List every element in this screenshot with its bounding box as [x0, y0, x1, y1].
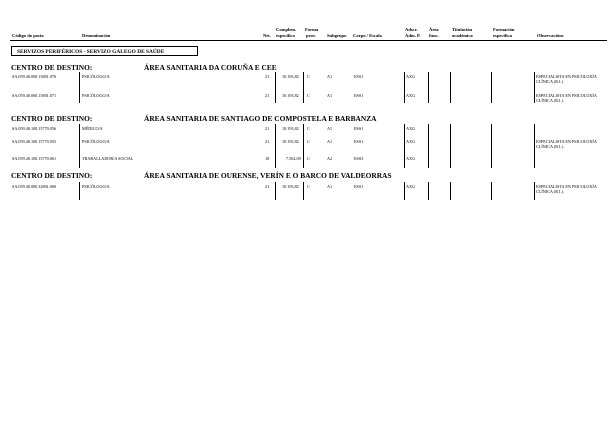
- cell-codigo: SA.059.40.000.32801.060: [12, 184, 57, 189]
- cell-forma: C: [307, 184, 310, 189]
- cell-niv: 21: [265, 184, 270, 189]
- cell-forma: C: [307, 93, 310, 98]
- cell-niv: 21: [265, 93, 270, 98]
- cell-niv: 21: [265, 126, 270, 131]
- cell-forma: C: [307, 74, 310, 79]
- header-observacions: Observacións: [537, 33, 564, 38]
- cell-complem: 10.193,82: [282, 139, 299, 144]
- cell-subgrupo: A1: [327, 74, 333, 79]
- column-separator: [428, 124, 429, 168]
- cell-adscr: AXG: [406, 156, 416, 161]
- centre-label: CENTRO DE DESTINO:: [11, 63, 93, 72]
- header-niv: Nív.: [263, 33, 271, 38]
- column-separator: [303, 72, 304, 103]
- cell-adscr: AXG: [406, 184, 416, 189]
- centre-heading: [11, 171, 392, 180]
- column-separator: [428, 182, 429, 200]
- cell-adscr: AXG: [406, 139, 416, 144]
- cell-niv: 21: [265, 74, 270, 79]
- column-separator: [303, 124, 304, 168]
- column-separator: [275, 182, 276, 200]
- header-denominacion: Denominación: [82, 33, 111, 38]
- column-separator: [404, 72, 405, 103]
- header-adscr: Adscr.: [405, 27, 418, 32]
- centre-area: ÁREA SANITARIA DA CORUÑA E CEE: [144, 63, 277, 72]
- cell-subgrupo: A1: [327, 139, 333, 144]
- header-subgrupo: Subgrupo: [327, 33, 347, 38]
- column-separator: [79, 72, 80, 103]
- cell-denominacion: PSICÓLOGO/A: [82, 93, 110, 98]
- column-separator: [534, 182, 535, 200]
- column-separator: [303, 182, 304, 200]
- section-title-box: [11, 46, 198, 56]
- header-codigo: Código do posto: [12, 33, 44, 38]
- header-corpo: Corpo / Escala: [353, 33, 382, 38]
- header-especifico: específico: [276, 33, 295, 38]
- header-divider: [10, 40, 607, 41]
- cell-observacions: ESPECIALISTA EN PSICOLOXÍA CLÍNICA (R.I.).: [536, 93, 597, 103]
- column-separator: [404, 124, 405, 168]
- header-prov: prov.: [306, 33, 316, 38]
- column-separator: [275, 124, 276, 168]
- header-academica: académica: [452, 33, 473, 38]
- centre-label: CENTRO DE DESTINO:: [11, 171, 93, 180]
- header-formacion: Formación: [493, 27, 515, 32]
- header-forma: Forma: [305, 27, 319, 32]
- column-separator: [79, 182, 80, 200]
- column-separator: [491, 124, 492, 168]
- cell-denominacion: MÉDICO/A: [82, 126, 103, 131]
- cell-corpo: ESS1: [354, 93, 364, 98]
- cell-forma: C: [307, 139, 310, 144]
- cell-corpo: ESS1: [354, 126, 364, 131]
- centre-heading: [11, 63, 277, 72]
- centre-area: ÁREA SANITARIA DE SANTIAGO DE COMPOSTELA E BARBANZA: [144, 114, 377, 123]
- cell-denominacion: PSICÓLOGO/A: [82, 74, 110, 79]
- centre-area: ÁREA SANITARIA DE OURENSE, VERÍN E O BARCO DE VALDEORRAS: [144, 171, 392, 180]
- cell-adscr: AXG: [406, 126, 416, 131]
- cell-complem: 10.193,82: [282, 93, 299, 98]
- cell-complem: 10.193,82: [282, 126, 299, 131]
- centre-label: CENTRO DE DESTINO:: [11, 114, 93, 123]
- cell-observacions: ESPECIALISTA EN PSICOLOXÍA CLÍNICA (R.I.).: [536, 139, 597, 149]
- cell-codigo: SA.059.40.100.15770.055: [12, 139, 57, 144]
- column-separator: [491, 182, 492, 200]
- cell-corpo: ESS1: [354, 184, 364, 189]
- cell-niv: 18: [265, 156, 270, 161]
- cell-forma: C: [307, 126, 310, 131]
- cell-corpo: ESS3: [354, 156, 364, 161]
- column-separator: [404, 182, 405, 200]
- cell-adscr: AXG: [406, 93, 416, 98]
- column-separator: [275, 72, 276, 103]
- cell-subgrupo: A2: [327, 156, 333, 161]
- header-formacion-especifica: específica: [493, 33, 512, 38]
- cell-subgrupo: A1: [327, 184, 333, 189]
- cell-corpo: ESS1: [354, 139, 364, 144]
- cell-denominacion: PSICÓLOGO/A: [82, 184, 110, 189]
- column-separator: [534, 124, 535, 168]
- cell-codigo: SA.059.40.100.15770.056: [12, 126, 57, 131]
- section-title: SERVIZOS PERIFÉRICOS - SERVIZO GALEGO DE SAÚDE: [17, 48, 165, 55]
- cell-codigo: SA.059.40.000.15801.076: [12, 74, 57, 79]
- column-separator: [450, 72, 451, 103]
- cell-observacions: ESPECIALISTA EN PSICOLOXÍA CLÍNICA (R.I.).: [536, 74, 597, 84]
- cell-complem: 10.193,82: [282, 74, 299, 79]
- cell-subgrupo: A1: [327, 93, 333, 98]
- header-complem: Complem.: [276, 27, 297, 32]
- header-adm: Adm. P.: [405, 33, 421, 38]
- header-area: Área: [429, 27, 439, 32]
- column-separator: [79, 124, 80, 168]
- column-separator: [428, 72, 429, 103]
- header-func: func.: [429, 33, 439, 38]
- column-separator: [450, 182, 451, 200]
- column-separator: [450, 124, 451, 168]
- cell-codigo: SA.059.40.000.15801.071: [12, 93, 57, 98]
- cell-corpo: ESS1: [354, 74, 364, 79]
- header-titulacion: Titulación: [452, 27, 473, 32]
- cell-niv: 21: [265, 139, 270, 144]
- cell-denominacion: PSICÓLOGO/A: [82, 139, 110, 144]
- column-separator: [534, 72, 535, 103]
- cell-denominacion: TRABALLADOR/A SOCIAL: [82, 156, 134, 161]
- cell-adscr: AXG: [406, 74, 416, 79]
- cell-codigo: SA.059.40.100.15770.061: [12, 156, 57, 161]
- cell-subgrupo: A1: [327, 126, 333, 131]
- column-separator: [491, 72, 492, 103]
- cell-complem: 10.193,82: [282, 184, 299, 189]
- cell-observacions: ESPECIALISTA EN PSICOLOXÍA CLÍNICA (R.I.).: [536, 184, 597, 194]
- cell-complem: 7.562,00: [286, 156, 301, 161]
- centre-heading: [11, 114, 377, 123]
- cell-forma: C: [307, 156, 310, 161]
